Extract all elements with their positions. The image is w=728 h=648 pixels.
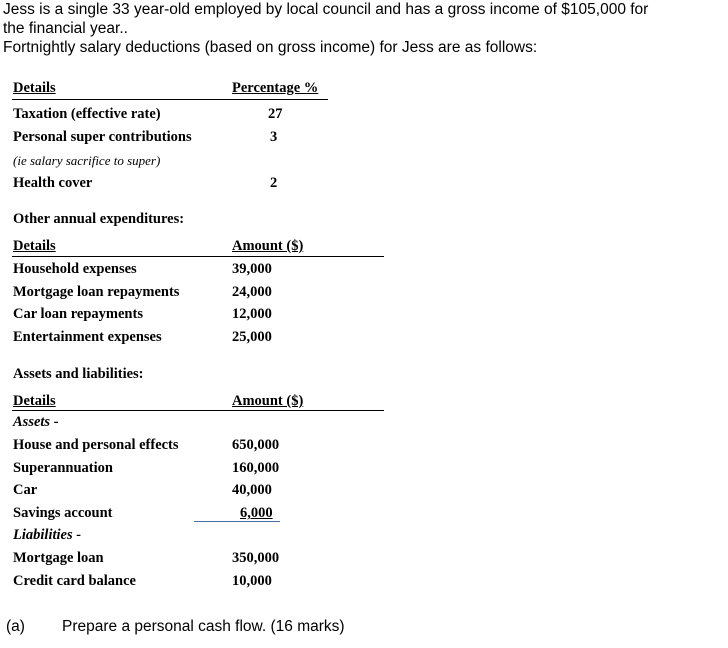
asset-value: 650,000 [232,437,280,453]
intro-paragraph [3,0,725,57]
deduction-note: (ie salary sacrifice to super) [13,153,161,168]
question-text: Prepare a personal cash flow. (16 marks) [62,618,345,635]
expenditure-value: 12,000 [232,306,272,322]
intro-line-1: Jess is a single 33 year-old employed by local council and has a gross income of $105,000 for [3,1,649,18]
asset-label: House and personal effects [13,437,179,453]
deduction-label: Health cover [13,175,93,191]
assets-header-details: Details [13,393,56,409]
deduction-value: 2 [270,175,278,191]
liability-label: Credit card balance [13,573,136,589]
asset-value: 160,000 [232,460,280,476]
expenditure-value: 39,000 [232,261,272,277]
deductions-header-percentage: Percentage % [232,80,319,96]
savings-total-rule [194,521,280,522]
expenditure-label: Household expenses [13,261,137,277]
deduction-value: 3 [270,129,278,145]
asset-label: Superannuation [13,460,113,476]
intro-line-3: Fortnightly salary deductions (based on gross income) for Jess are as follows: [3,39,538,56]
deduction-value: 27 [268,106,283,122]
asset-label: Savings account [13,505,113,521]
liability-label: Mortgage loan [13,550,104,566]
assets-section-label: Assets - [13,414,59,430]
asset-value: 6,000 [240,505,273,521]
expenditure-label: Car loan repayments [13,306,143,322]
assets-title: Assets and liabilities: [13,366,144,382]
expenditure-value: 24,000 [232,284,272,300]
liabilities-section-label: Liabilities - [13,527,82,543]
liability-value: 10,000 [232,573,272,589]
assets-header-amount: Amount ($) [232,393,304,409]
expenditures-title: Other annual expenditures: [13,211,185,227]
asset-label: Car [13,482,38,498]
question-label: (a) [6,618,25,635]
deduction-label: Taxation (effective rate) [13,106,161,122]
deductions-header-details: Details [13,80,56,96]
expenditure-label: Mortgage loan repayments [13,284,180,300]
intro-line-2: the financial year.. [3,20,128,37]
expenditures-header-amount: Amount ($) [232,238,304,254]
liability-value: 350,000 [232,550,280,566]
deductions-header-rule [12,99,328,100]
deduction-label: Personal super contributions [13,129,192,145]
expenditures-header-details: Details [13,238,56,254]
expenditures-header-rule [12,256,384,257]
assets-header-rule [12,410,384,411]
expenditure-label: Entertainment expenses [13,329,162,345]
asset-value: 40,000 [232,482,272,498]
expenditure-value: 25,000 [232,329,272,345]
